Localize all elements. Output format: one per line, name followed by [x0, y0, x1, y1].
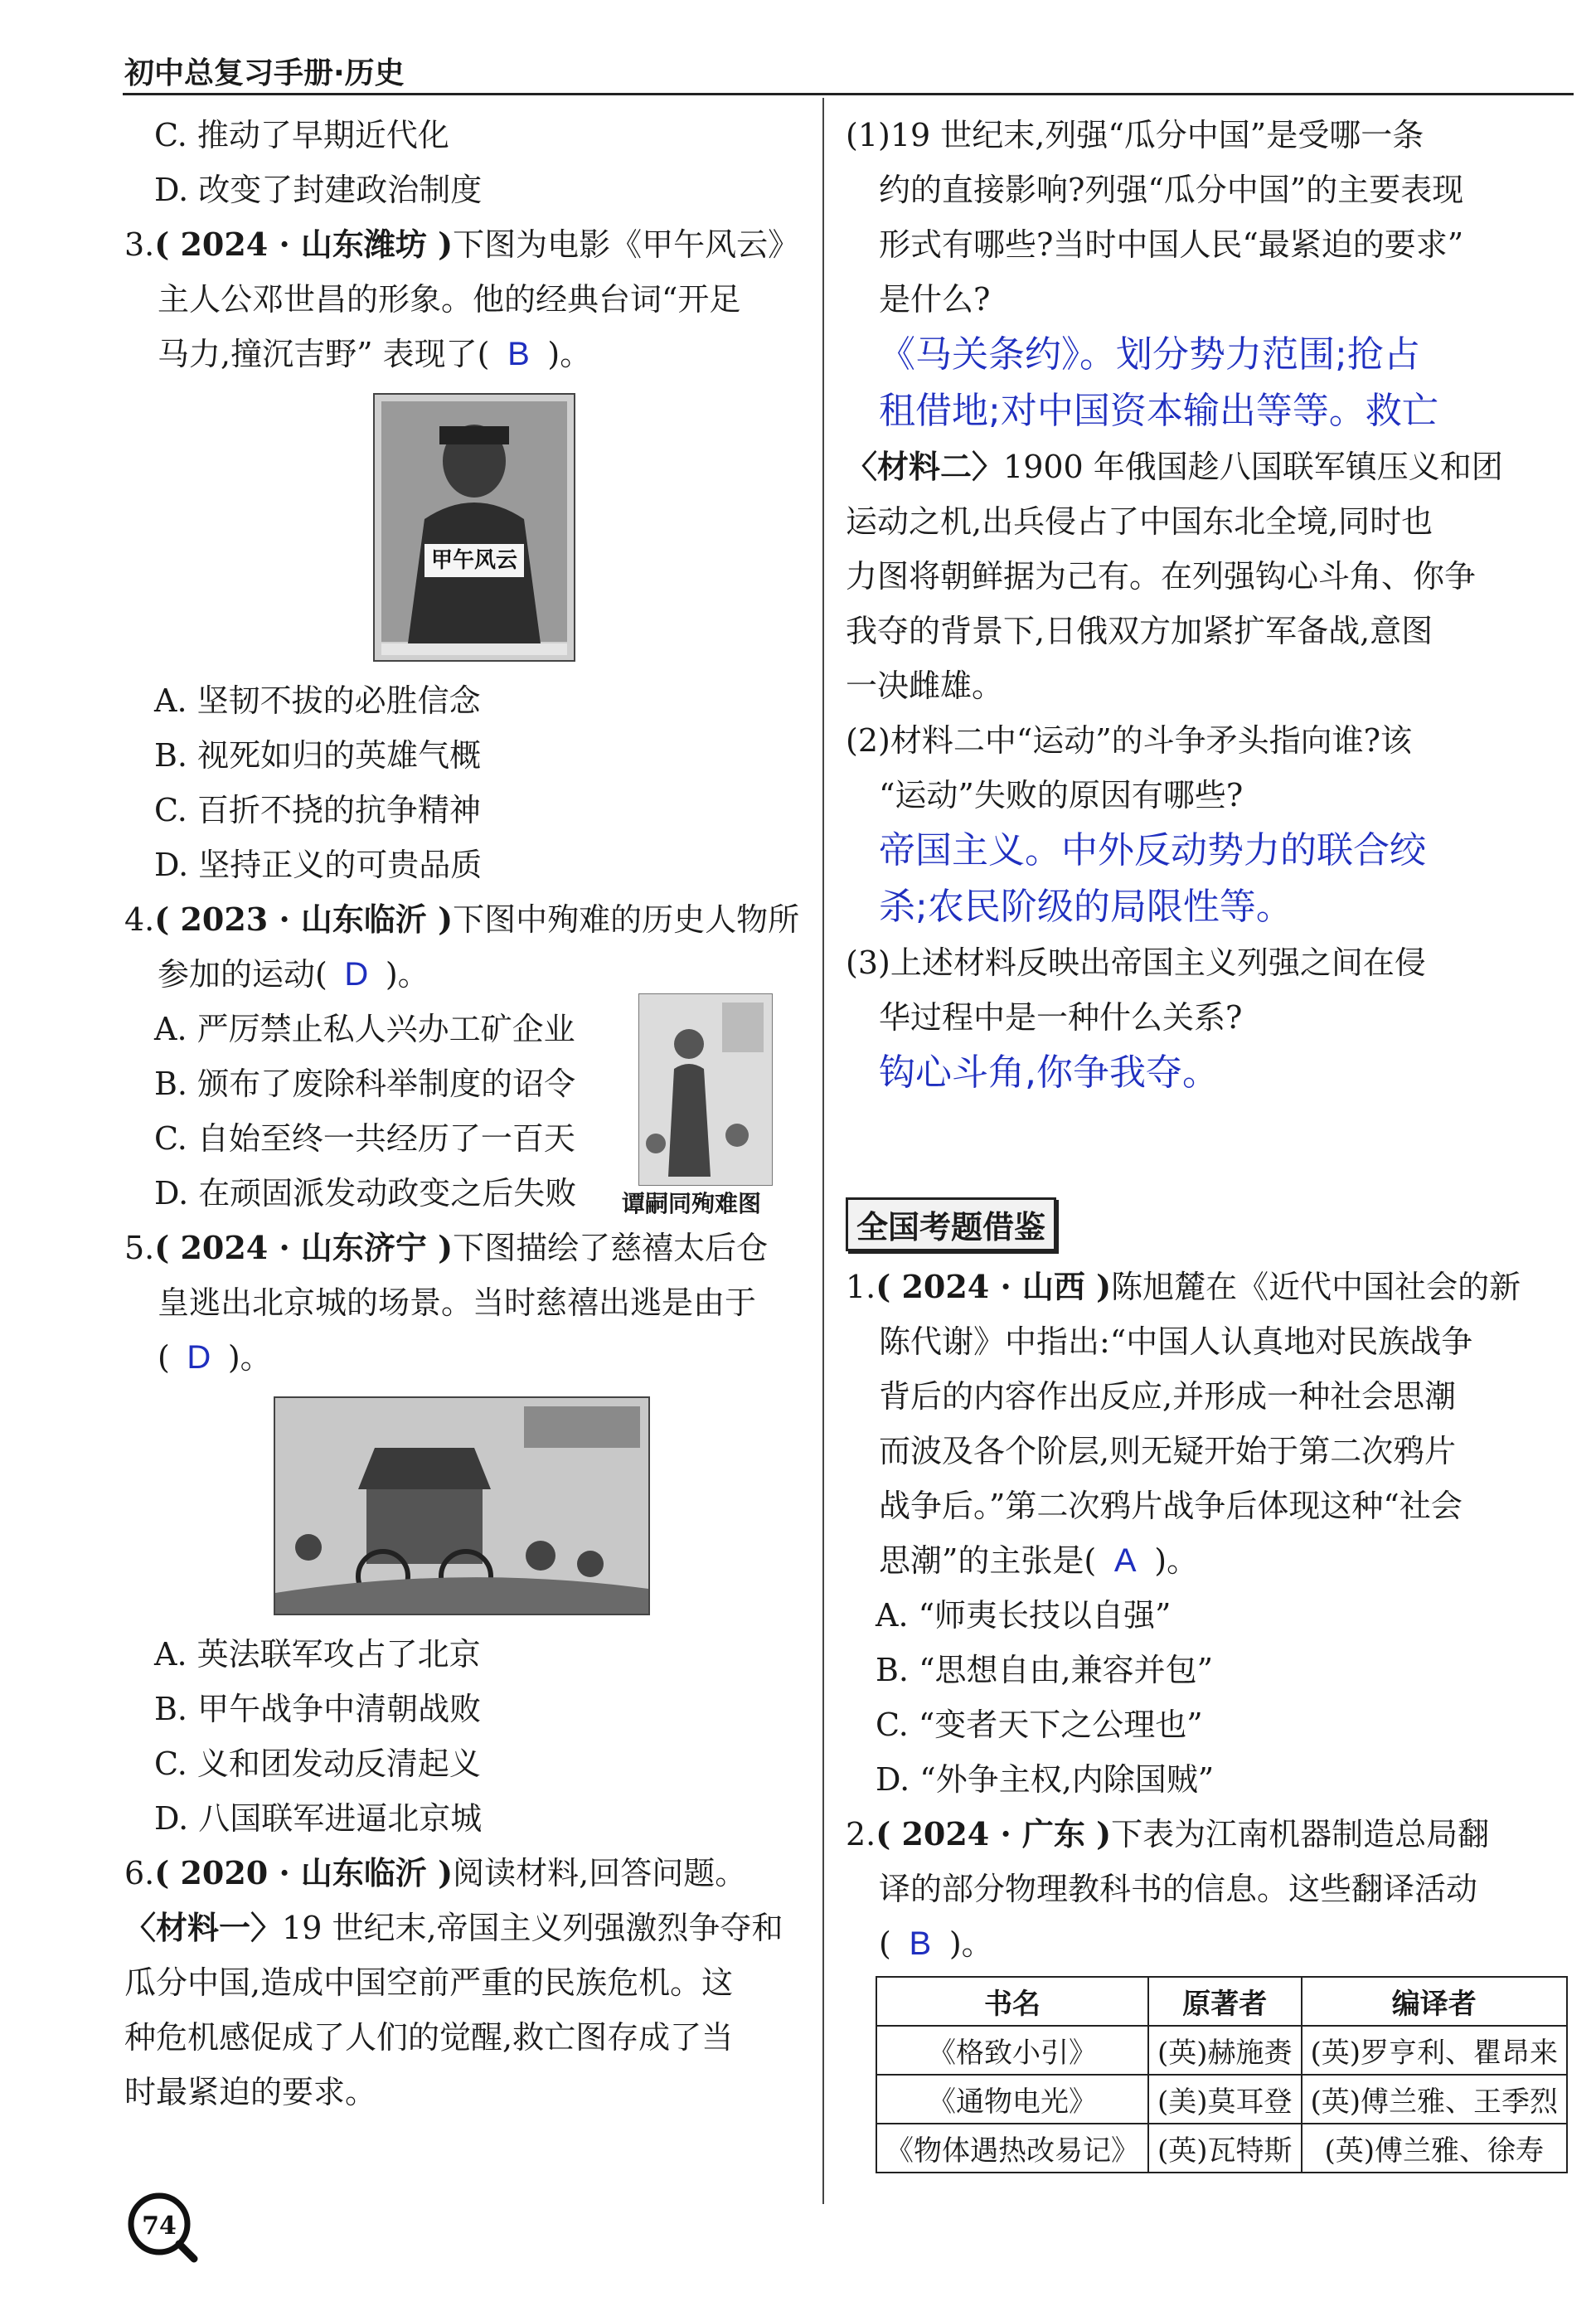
q3-source: ( 2024 · 山东潍坊 ) [154, 226, 454, 263]
translation-table [876, 1976, 1568, 2173]
table-cell: (英)赫施赉 [1148, 2026, 1302, 2075]
q4-answer: D [344, 956, 369, 993]
n1-answer: A [1113, 1542, 1137, 1579]
spacer [846, 1101, 1534, 1192]
q5-number: 5. [124, 1230, 155, 1266]
q3-stem-line3 [124, 327, 804, 381]
q4-option-c: C. 自始至终一共经历了一百天 [154, 1120, 575, 1157]
n2-line2: 译的部分物理教科书的信息。这些翻译活动 [879, 1871, 1478, 1907]
sub2-line2: “运动”失败的原因有哪些? [879, 777, 1244, 813]
n1-option-b: B. “思想自由,兼容并包” [876, 1652, 1214, 1688]
n1-stem [846, 1260, 1534, 1314]
q3-stem [124, 217, 804, 272]
page-number: 74 [142, 2212, 177, 2241]
n1-line2: 陈代谢》中指出:“中国人认真地对民族战争 [879, 1323, 1473, 1360]
material2-line3: 力图将朝鲜据为己有。在列强钩心斗角、你争 [846, 558, 1477, 595]
n2-stem-line1: 下表为江南机器制造总局翻 [1111, 1816, 1490, 1852]
q4-option-a: A. 严厉禁止私人兴办工矿企业 [154, 1011, 575, 1047]
sub3-answer: 钩心斗角,你争我夺。 [879, 1051, 1219, 1094]
material2-label: 〈材料二〉 [846, 448, 1004, 485]
table-row [876, 2026, 1567, 2075]
n1-stem-text: 思潮”的主张是( [879, 1542, 1097, 1579]
q5-option-a: A. 英法联军攻占了北京 [154, 1636, 481, 1673]
table-cell: (英)罗亨利、瞿昂来 [1302, 2026, 1568, 2075]
q4-stem-line1: 下图中殉难的历史人物所 [453, 901, 800, 938]
q2-option-c: C. 推动了早期近代化 [154, 117, 449, 153]
section-title: 全国考题借鉴 [846, 1197, 1056, 1251]
q5-source: ( 2024 · 山东济宁 ) [154, 1229, 454, 1266]
sub2-answer-line2: 杀;农民阶级的局限性等。 [879, 886, 1293, 928]
right-column [846, 108, 1559, 2173]
n2-source: ( 2024 · 广东 ) [876, 1815, 1112, 1852]
n2-stem [846, 1807, 1534, 1862]
q4-option-b: B. 颁布了废除科举制度的诏令 [154, 1066, 576, 1102]
q3-number: 3. [124, 226, 155, 263]
q5-stem [124, 1221, 804, 1275]
table-cell: 《格致小引》 [876, 2026, 1148, 2075]
q5-answer: D [187, 1339, 211, 1376]
q6-material1-label: 〈材料一〉 [124, 1909, 283, 1946]
q6-source: ( 2020 · 山东临沂 ) [154, 1854, 454, 1891]
q4-number: 4. [124, 901, 155, 938]
q5-stem-line3 [124, 1330, 804, 1385]
n1-line3: 背后的内容作出反应,并形成一种社会思潮 [879, 1378, 1457, 1415]
sub1-line2: 约的直接影响?列强“瓜分中国”的主要表现 [879, 172, 1464, 208]
q4-option-d: D. 在顽固派发动政变之后失败 [154, 1175, 577, 1211]
material2-text1: 1900 年俄国趁八国联军镇压义和团 [1003, 449, 1503, 485]
page-number-badge [124, 2189, 199, 2264]
q6-material1-line1 [124, 1901, 804, 1955]
material2-line1 [846, 439, 1534, 494]
n1-line5: 战争后。”第二次鸦片战争后体现这种“社会 [879, 1488, 1463, 1524]
q5-option-b: B. 甲午战争中清朝战败 [154, 1691, 482, 1727]
sub1-line4: 是什么? [879, 281, 991, 318]
table-header: 书名 [876, 1977, 1148, 2026]
table-header: 编译者 [1302, 1977, 1568, 2026]
n2-number: 2. [846, 1816, 876, 1852]
magnifier-icon [124, 2189, 199, 2264]
n2-stem-end: )。 [948, 1925, 993, 1962]
q3-stem-line1: 下图为电影《甲午风云》 [453, 226, 800, 263]
n1-source: ( 2024 · 山西 ) [876, 1268, 1112, 1305]
material2-line5: 一决雌雄。 [846, 668, 1004, 704]
n1-number: 1. [846, 1269, 876, 1305]
q3-option-c: C. 百折不挠的抗争精神 [154, 792, 481, 828]
n2-stem-text: ( [879, 1925, 891, 1962]
n1-line6 [846, 1533, 1534, 1588]
left-column [124, 108, 804, 2119]
q5-stem-line1: 下图描绘了慈禧太后仓 [453, 1230, 769, 1266]
header-rule [123, 93, 1574, 95]
q6-material1-line3: 种危机感促成了人们的觉醒,救亡图存成了当 [124, 2019, 734, 2056]
sub1-answer-line1: 《马关条约》。划分势力范围;抢占 [879, 333, 1420, 376]
sub1-line1: (1)19 世纪末,列强“瓜分中国”是受哪一条 [846, 117, 1424, 153]
q3-option-b: B. 视死如归的英雄气概 [154, 737, 482, 774]
q5-stem-end: )。 [227, 1339, 272, 1376]
q4-source: ( 2023 · 山东临沂 ) [154, 901, 454, 938]
q6-material1-line2: 瓜分中国,造成中国空前严重的民族危机。这 [124, 1964, 734, 2001]
q3-option-a: A. 坚韧不拔的必胜信念 [154, 682, 481, 719]
table-cell: (英)傅兰雅、徐寿 [1302, 2124, 1568, 2173]
running-header: 初中总复习手册·历史 [124, 56, 405, 90]
table-cell: (英)瓦特斯 [1148, 2124, 1302, 2173]
q5-stem-text: ( [158, 1339, 170, 1376]
poster-title: 甲午风云 [430, 548, 518, 573]
q3-stem-line2: 主人公邓世昌的形象。他的经典台词“开足 [158, 281, 741, 318]
cixi-escape-illustration [275, 1398, 648, 1614]
q4-stem-text: 参加的运动( [158, 956, 327, 993]
table-header: 原著者 [1148, 1977, 1302, 2026]
q4-stem-end: )。 [385, 956, 429, 993]
q5-option-d: D. 八国联军进逼北京城 [154, 1800, 483, 1837]
n2-answer: B [909, 1925, 932, 1962]
n2-line3 [846, 1916, 1534, 1971]
n1-line4: 而波及各个阶层,则无疑开始于第二次鸦片 [879, 1433, 1457, 1469]
table-cell: (美)莫耳登 [1148, 2075, 1302, 2124]
n1-option-d: D. “外争主权,内除国贼” [876, 1761, 1215, 1798]
table-row [876, 2124, 1567, 2173]
q5-option-c: C. 义和团发动反清起义 [154, 1745, 481, 1782]
q6-material1-line4: 时最紧迫的要求。 [124, 2074, 377, 2110]
q3-option-d: D. 坚持正义的可贵品质 [154, 847, 483, 883]
q3-answer: B [507, 336, 530, 372]
sub3-line1: (3)上述材料反映出帝国主义列强之间在侵 [846, 944, 1426, 981]
q4-stem [124, 892, 804, 947]
sub1-answer-line2: 租借地;对中国资本输出等等。救亡 [879, 390, 1438, 432]
q6-number: 6. [124, 1855, 155, 1891]
column-divider [822, 98, 824, 2204]
table-header-row [876, 1977, 1567, 2026]
sub2-line1: (2)材料二中“运动”的斗争矛头指向谁?该 [846, 722, 1413, 759]
sub1-line3: 形式有哪些?当时中国人民“最紧迫的要求” [879, 226, 1464, 263]
cixi-escape-image [274, 1396, 650, 1615]
table-cell: 《通物电光》 [876, 2075, 1148, 2124]
material2-line4: 我夺的背景下,日俄双方加紧扩军备战,意图 [846, 613, 1433, 649]
tan-sitong-illustration [639, 994, 772, 1185]
sub2-answer-line1: 帝国主义。中外反动势力的联合绞 [879, 829, 1426, 872]
q3-stem-text: 马力,撞沉吉野” 表现了( [158, 336, 490, 372]
n1-stem-line1: 陈旭麓在《近代中国社会的新 [1111, 1269, 1521, 1305]
material2-line2: 运动之机,出兵侵占了中国东北全境,同时也 [846, 503, 1433, 540]
q6-stem [124, 1846, 804, 1901]
q6-stem-text: 阅读材料,回答问题。 [453, 1855, 747, 1891]
tan-sitong-image [638, 993, 773, 1186]
table-row [876, 2075, 1567, 2124]
table-cell: (英)傅兰雅、王季烈 [1302, 2075, 1568, 2124]
q2-option-d: D. 改变了封建政治制度 [154, 172, 483, 208]
sub3-line2: 华过程中是一种什么关系? [879, 999, 1243, 1036]
q6-material1-text1: 19 世纪末,帝国主义列强激烈争夺和 [282, 1910, 783, 1946]
n1-option-c: C. “变者天下之公理也” [876, 1707, 1203, 1743]
poster-illustration [375, 395, 574, 660]
tan-sitong-caption: 谭嗣同殉难图 [622, 1190, 762, 1217]
poster-image [373, 393, 575, 662]
n1-option-a: A. “师夷长技以自强” [876, 1597, 1172, 1634]
q5-stem-line2: 皇逃出北京城的场景。当时慈禧出逃是由于 [158, 1284, 757, 1321]
n1-stem-end: )。 [1154, 1542, 1199, 1579]
q3-stem-end: )。 [547, 336, 592, 372]
q4-block [124, 1002, 804, 1221]
table-cell: 《物体遇热改易记》 [876, 2124, 1148, 2173]
